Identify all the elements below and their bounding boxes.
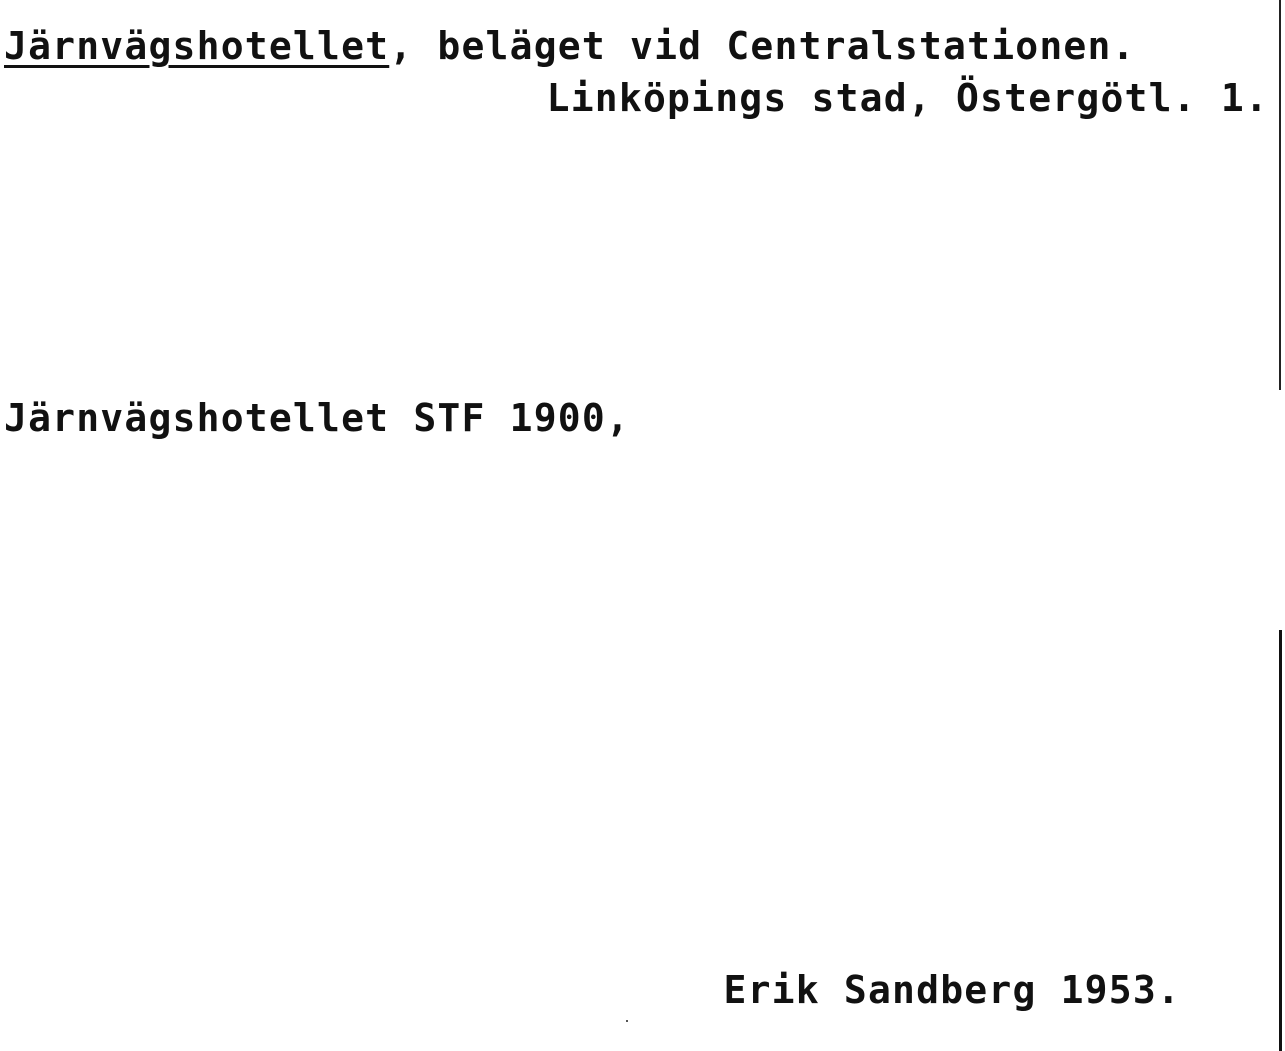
card-heading [4, 24, 1136, 68]
author-signature: Erik Sandberg 1953. [723, 968, 1181, 1012]
card-edge-top [1279, 0, 1281, 390]
location-line: Linköpings stad, Östergötl. 1. [546, 76, 1269, 120]
source-line: Järnvägshotellet STF 1900, [4, 396, 631, 440]
scan-speck [626, 1020, 628, 1022]
heading-name: Järnvägshotellet [4, 24, 390, 68]
card-edge-bottom [1279, 630, 1282, 1051]
heading-rest: , beläget vid Centralstationen. [389, 24, 1136, 68]
